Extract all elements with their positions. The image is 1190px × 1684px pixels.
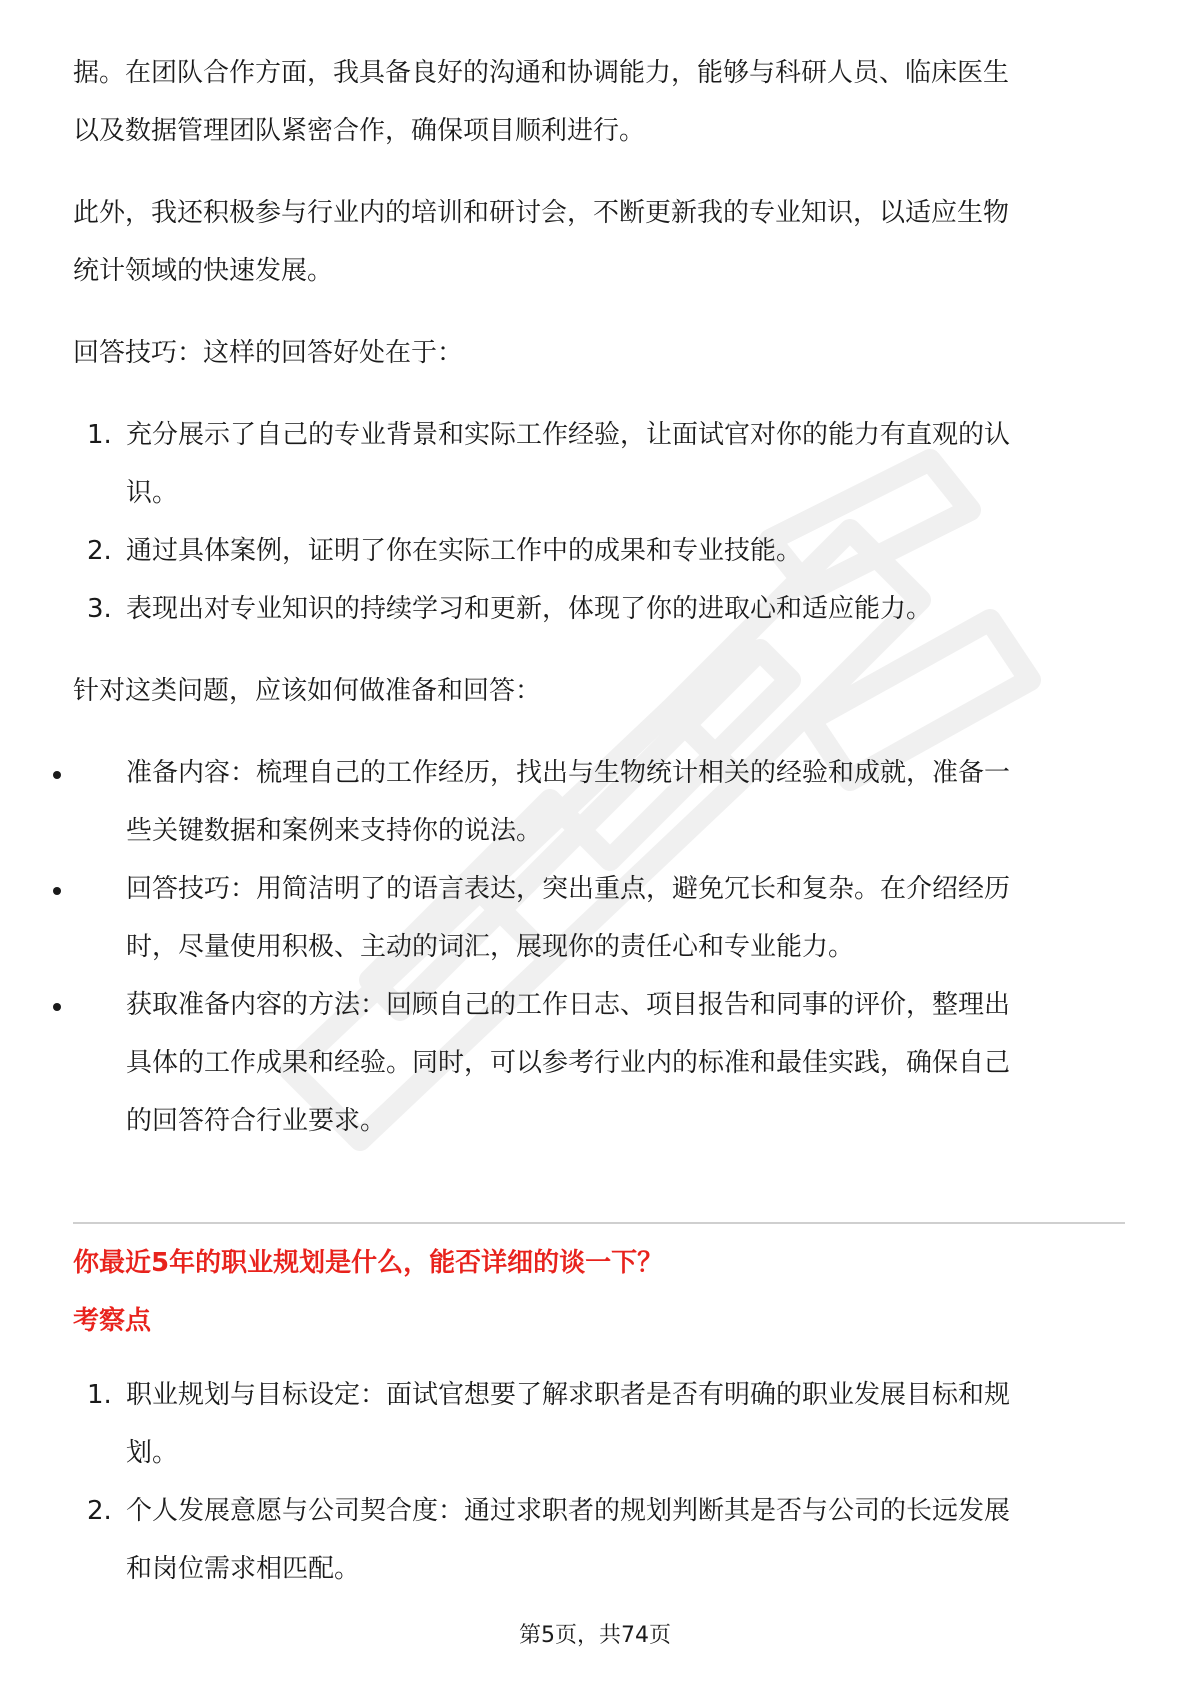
bullet-dot	[53, 771, 61, 779]
list-item-line: 职业规划与目标设定：面试官想要了解求职者是否有明确的职业发展目标和规	[126, 1380, 1011, 1410]
bullet-dot	[53, 1003, 61, 1011]
tips-heading: 回答技巧：这样的回答好处在于：	[73, 338, 464, 368]
list-number: 1.	[87, 420, 112, 450]
list-number: 2.	[87, 1496, 112, 1526]
bullet-dot	[53, 887, 61, 895]
list-item-line: 划。	[126, 1438, 179, 1468]
list-item-line: 通过具体案例，证明了你在实际工作中的成果和专业技能。	[126, 536, 803, 566]
paragraph-line: 据。在团队合作方面，我具备良好的沟通和协调能力，能够与科研人员、临床医生	[73, 58, 1010, 88]
prep-heading: 针对这类问题，应该如何做准备和回答：	[73, 676, 542, 706]
list-item	[73, 522, 1118, 580]
list-item-line: 的回答符合行业要求。	[126, 1106, 387, 1136]
page-footer: 第5页，共74页	[519, 1623, 671, 1648]
list-item-line: 获取准备内容的方法：回顾自己的工作日志、项目报告和同事的评价，整理出	[126, 990, 1011, 1020]
list-item-line: 回答技巧：用简洁明了的语言表达，突出重点，避免冗长和复杂。在介绍经历	[126, 874, 1011, 904]
list-number: 2.	[87, 536, 112, 566]
list-item	[73, 1482, 1118, 1598]
prep-list	[73, 744, 1118, 1150]
list-item	[73, 406, 1118, 522]
question-heading: 你最近5年的职业规划是什么，能否详细的谈一下？	[73, 1248, 664, 1278]
list-item	[73, 860, 1118, 976]
paragraph-line: 此外，我还积极参与行业内的培训和研讨会，不断更新我的专业知识，以适应生物	[73, 198, 1010, 228]
paragraph-line: 以及数据管理团队紧密合作，确保项目顺利进行。	[73, 116, 646, 146]
assessment-section	[73, 1366, 1118, 1598]
list-item	[73, 976, 1118, 1150]
list-item-line: 个人发展意愿与公司契合度：通过求职者的规划判断其是否与公司的长远发展	[126, 1496, 1011, 1526]
list-item-line: 些关键数据和案例来支持你的说法。	[126, 816, 543, 846]
list-item	[73, 744, 1118, 860]
main-content	[73, 44, 1118, 1150]
list-item	[73, 1366, 1118, 1482]
list-number: 1.	[87, 1380, 112, 1410]
list-item-line: 充分展示了自己的专业背景和实际工作经验，让面试官对你的能力有直观的认	[126, 420, 1011, 450]
list-item-line: 具体的工作成果和经验。同时，可以参考行业内的标准和最佳实践，确保自己	[126, 1048, 1011, 1078]
list-item-line: 表现出对专业知识的持续学习和更新，体现了你的进取心和适应能力。	[126, 594, 933, 624]
tips-list	[73, 406, 1118, 638]
list-item-line: 准备内容：梳理自己的工作经历，找出与生物统计相关的经验和成就，准备一	[126, 758, 1011, 788]
paragraph-line: 统计领域的快速发展。	[73, 256, 334, 286]
assessment-heading: 考察点	[73, 1306, 152, 1336]
list-item-line: 识。	[126, 478, 179, 508]
section-divider	[73, 1222, 1125, 1224]
list-item-line: 和岗位需求相匹配。	[126, 1554, 361, 1584]
list-number: 3.	[87, 594, 112, 624]
list-item	[73, 580, 1118, 638]
assessment-list	[73, 1366, 1118, 1598]
list-item-line: 时，尽量使用积极、主动的词汇，展现你的责任心和专业能力。	[126, 932, 855, 962]
